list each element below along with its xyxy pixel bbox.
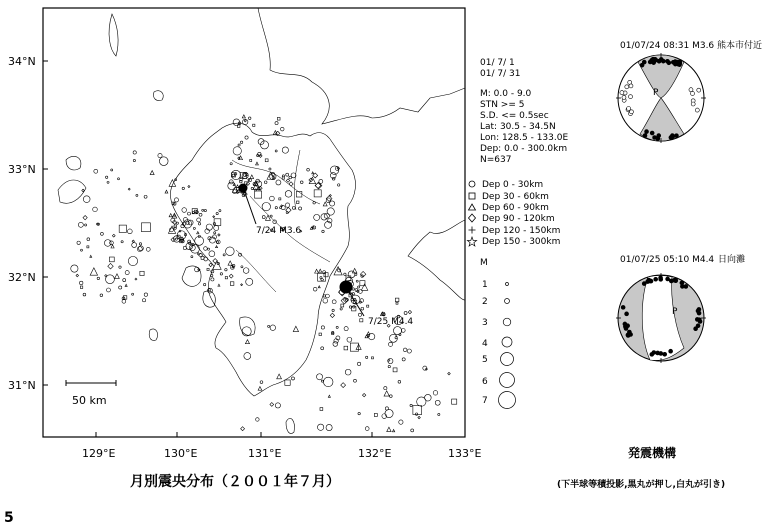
mech-2-place: 日向灘 — [718, 255, 746, 265]
compression-dot — [663, 352, 667, 356]
mag-level-2: 2 — [482, 297, 488, 307]
lon-label-130: 130°E — [164, 447, 198, 460]
magnitude-legend — [480, 258, 516, 409]
compression-dot — [659, 277, 663, 281]
compression-dot — [671, 60, 675, 64]
compression-dot — [645, 130, 649, 134]
lon-label-131: 131°E — [248, 447, 282, 460]
info-date-to: 01/ 7/ 31 — [480, 69, 521, 79]
info-lon: Lon: 128.5 - 133.0E — [480, 133, 569, 143]
annotation-0724: 7/24 M3.6 — [256, 226, 302, 236]
mag-1-circle — [506, 283, 509, 286]
map-panel — [8, 8, 481, 460]
mag-level-4: 4 — [482, 339, 488, 349]
info-lat: Lat: 30.5 - 34.5N — [480, 122, 556, 132]
mag-level-1: 1 — [482, 280, 488, 290]
legend-depth-5: Dep 150 - 300km — [482, 237, 561, 247]
lat-label-33: 33°N — [8, 163, 36, 176]
compression-dot — [650, 131, 654, 135]
compression-dot — [623, 322, 627, 326]
mag-level-3: 3 — [482, 318, 488, 328]
compression-dot — [650, 352, 654, 356]
annotation-0725: 7/25 M4.4 — [368, 317, 414, 327]
info-sd: S.D. <= 0.5sec — [480, 111, 549, 121]
focal-mechanism-0725 — [616, 253, 745, 363]
info-depth: Dep: 0.0 - 300.0km — [480, 144, 568, 154]
dilatation-dot — [622, 95, 626, 99]
compression-dot — [666, 277, 670, 281]
compression-dot — [640, 63, 644, 67]
legend-plus-icon — [469, 227, 476, 234]
compression-dot — [626, 333, 630, 337]
mag-5-circle — [501, 353, 514, 366]
info-stations: STN >= 5 — [480, 100, 525, 110]
dilatation-dot — [689, 88, 693, 92]
compression-dot — [656, 351, 660, 355]
mech-1-place: 熊本市付近 — [717, 41, 763, 51]
mag-3-circle — [503, 318, 511, 326]
compression-dot — [697, 311, 701, 315]
dilatation-dot — [691, 102, 695, 106]
compression-dot — [648, 279, 652, 283]
mech-1-header: 01/07/24 08:31 M3.6 — [620, 41, 715, 51]
mag-2-circle — [505, 299, 510, 304]
mag-level-6: 6 — [482, 377, 488, 387]
mech-2-p-axis: P — [672, 307, 678, 317]
legend-diamond-icon — [469, 214, 476, 222]
lon-label-132: 132°E — [358, 447, 392, 460]
mech-1-p-axis: P — [653, 88, 659, 98]
mech-2-header: 01/07/25 05:10 M4.4 — [620, 255, 715, 265]
compression-dot — [698, 319, 702, 323]
mechanism-note: (下半球等積投影,黒丸が押し,白丸が引き) — [557, 480, 726, 490]
compression-dot — [674, 134, 678, 138]
compression-dot — [642, 282, 646, 286]
compression-dot — [694, 327, 698, 331]
compression-dot — [674, 279, 678, 283]
focal-mechanism-0724 — [616, 39, 762, 143]
dilatation-dot — [629, 84, 633, 88]
compression-dot — [656, 137, 660, 141]
dilatation-dot — [695, 108, 699, 112]
map-frame — [43, 8, 465, 437]
lat-label-34: 34°N — [8, 55, 36, 68]
dilatation-dot — [629, 110, 633, 114]
compression-dot — [652, 61, 656, 65]
dilatation-dot — [620, 91, 624, 95]
mag-7-circle — [499, 392, 516, 409]
info-magnitude: M: 0.0 - 9.0 — [480, 89, 532, 99]
legend-depth-1: Dep 30 - 60km — [482, 192, 549, 202]
scale-bar-label: 50 km — [72, 394, 107, 407]
legend-depth-3: Dep 90 - 120km — [482, 214, 555, 224]
compression-dot — [654, 277, 658, 281]
highlighted-event-marker — [239, 184, 247, 192]
compression-dot — [678, 60, 682, 64]
legend-square-icon — [469, 193, 475, 199]
lat-label-32: 32°N — [8, 271, 36, 284]
compression-dot — [667, 61, 671, 65]
legend-star-icon — [467, 237, 476, 246]
mag-6-circle — [500, 373, 515, 388]
compression-dot — [669, 135, 673, 139]
map-title: 月別震央分布（２００１年７月） — [130, 474, 340, 490]
mag-level-5: 5 — [482, 355, 488, 365]
legend-circle-icon — [469, 181, 475, 187]
compression-dot — [643, 134, 647, 138]
legend-depth-4: Dep 120 - 150km — [482, 226, 561, 236]
mag-legend-title: M — [480, 258, 488, 268]
dilatation-dot — [697, 88, 701, 92]
mag-level-7: 7 — [482, 396, 488, 406]
compression-dot — [625, 312, 629, 316]
legend-depth-2: Dep 60 - 90km — [482, 203, 549, 213]
page-number: 5 — [4, 510, 14, 526]
dilatation-dot — [629, 95, 633, 99]
mechanism-title: 発震機構 — [628, 446, 677, 460]
mag-4-circle — [502, 337, 512, 347]
dilatation-dot — [627, 106, 631, 110]
compression-dot — [661, 59, 665, 63]
compression-dot — [657, 59, 661, 63]
info-block — [480, 58, 568, 165]
info-date-from: 01/ 7/ 1 — [480, 58, 515, 68]
compression-dot — [680, 284, 684, 288]
info-count: N=637 — [480, 155, 512, 165]
lon-label-129: 129°E — [82, 447, 116, 460]
compression-dot — [669, 349, 673, 353]
dilatation-dot — [625, 85, 629, 89]
lon-label-133: 133°E — [448, 447, 482, 460]
legend-triangle-icon — [469, 204, 476, 210]
lat-label-31: 31°N — [8, 379, 36, 392]
compression-dot — [621, 305, 625, 309]
compression-dot — [697, 307, 701, 311]
dilatation-dot — [691, 91, 695, 95]
depth-legend — [467, 180, 560, 247]
legend-depth-0: Dep 0 - 30km — [482, 180, 544, 190]
